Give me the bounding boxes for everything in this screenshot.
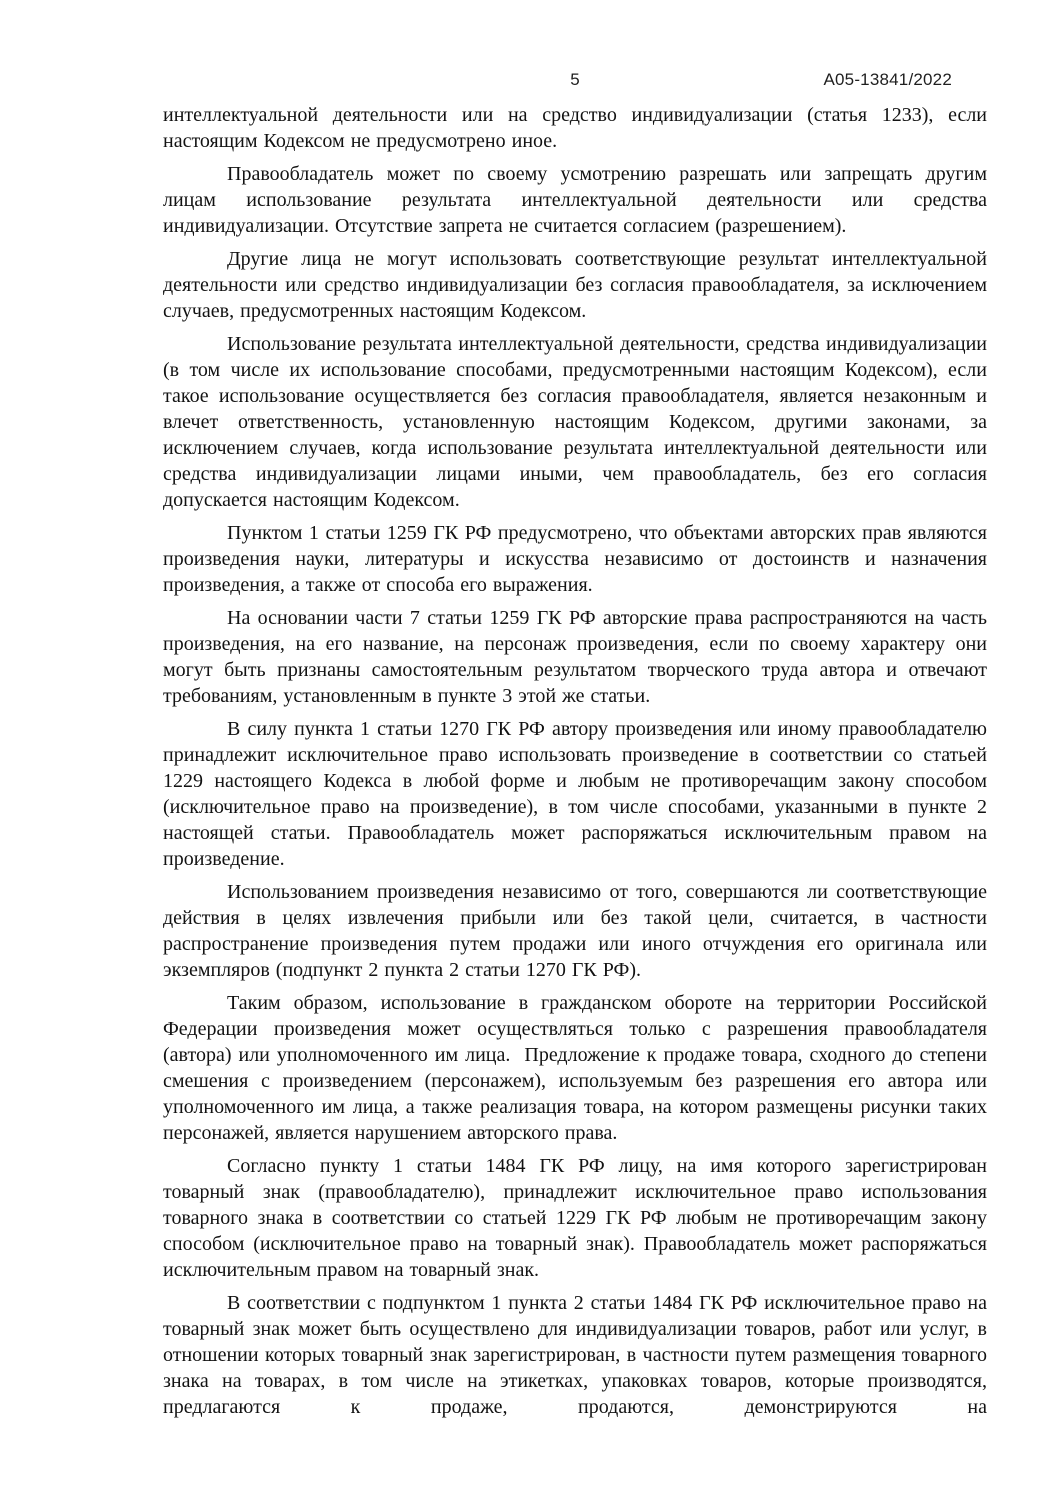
paragraph: Правообладатель может по своему усмотрению разрешать или запрещать другим лицам использование результата интеллектуальной деятельности или средства индивидуализации. Отсутствие запрета не считается согласием (разрешением). [163,163,987,237]
paragraph: Другие лица не могут использовать соответствующие результат интеллектуальной деятельности или средство индивидуализации без согласия правообладателя, за исключением случаев, предусмотренных настоящим Кодексом. [163,248,987,322]
case-number: А05-13841/2022 [823,70,952,89]
paragraph: В соответствии с подпунктом 1 пункта 2 статьи 1484 ГК РФ исключительное право на товарный знак может быть осуществлено для индивидуализации товаров, работ или услуг, в отношении которых товарный знак зарегистрирован, в частности путем размещения товарного знака на товарах, в том числе на этикетках, упаковках товаров, которые производятся, предлагаются к продаже, продаются, демонстрируются на [163,1292,987,1418]
paragraph: Пунктом 1 статьи 1259 ГК РФ предусмотрено, что объектами авторских прав являются произведения науки, литературы и искусства независимо от достоинств и назначения произведения, а также от способа его выражения. [163,522,987,596]
paragraph: Таким образом, использование в гражданском обороте на территории Российской Федерации произведения может осуществляться только с разрешения правообладателя (автора) или уполномоченного им лица. Предложение к продаже товара, сходного до степени смешения с произведением (персонажем), используемым без разрешения его автора или уполномоченного им лица, а также реализация товара, на котором размещены рисунки таких персонажей, является нарушением авторского права. [163,992,987,1144]
page-header [163,70,987,94]
paragraph: Использованием произведения независимо от того, совершаются ли соответствующие действия в целях извлечения прибыли или без такой цели, считается, в частности распространение произведения путем продажи или иного отчуждения его оригинала или экземпляров (подпункт 2 пункта 2 статьи 1270 ГК РФ). [163,881,987,981]
document-body [163,102,987,1427]
paragraph: Использование результата интеллектуальной деятельности, средства индивидуализации (в том числе их использование способами, предусмотренными настоящим Кодексом), если такое использование осуществляется без согласия правообладателя, является незаконным и влечет ответственность, установленную настоящим Кодексом, другими законами, за исключением случаев, когда использование результата интеллектуальной деятельности или средства индивидуализации лицами иными, чем правообладатель, без его согласия допускается настоящим Кодексом. [163,333,987,511]
paragraph: В силу пункта 1 статьи 1270 ГК РФ автору произведения или иному правообладателю принадлежит исключительное право использовать произведение в соответствии со статьей 1229 настоящего Кодекса в любой форме и любым не противоречащим закону способом (исключительное право на произведение), в том числе способами, указанными в пункте 2 настоящей статьи. Правообладатель может распоряжаться исключительным правом на произведение. [163,718,987,870]
page-number: 5 [570,70,580,89]
paragraph: На основании части 7 статьи 1259 ГК РФ авторские права распространяются на часть произведения, на его название, на персонаж произведения, если по своему характеру они могут быть признаны самостоятельным результатом творческого труда автора и отвечают требованиям, установленным в пункте 3 этой же статьи. [163,607,987,707]
paragraph: Согласно пункту 1 статьи 1484 ГК РФ лицу, на имя которого зарегистрирован товарный знак (правообладателю), принадлежит исключительное право использования товарного знака в соответствии со статьей 1229 ГК РФ любым не противоречащим закону способом (исключительное право на товарный знак). Правообладатель может распоряжаться исключительным правом на товарный знак. [163,1155,987,1281]
paragraph: интеллектуальной деятельности или на средство индивидуализации (статья 1233), если настоящим Кодексом не предусмотрено иное. [163,104,987,152]
